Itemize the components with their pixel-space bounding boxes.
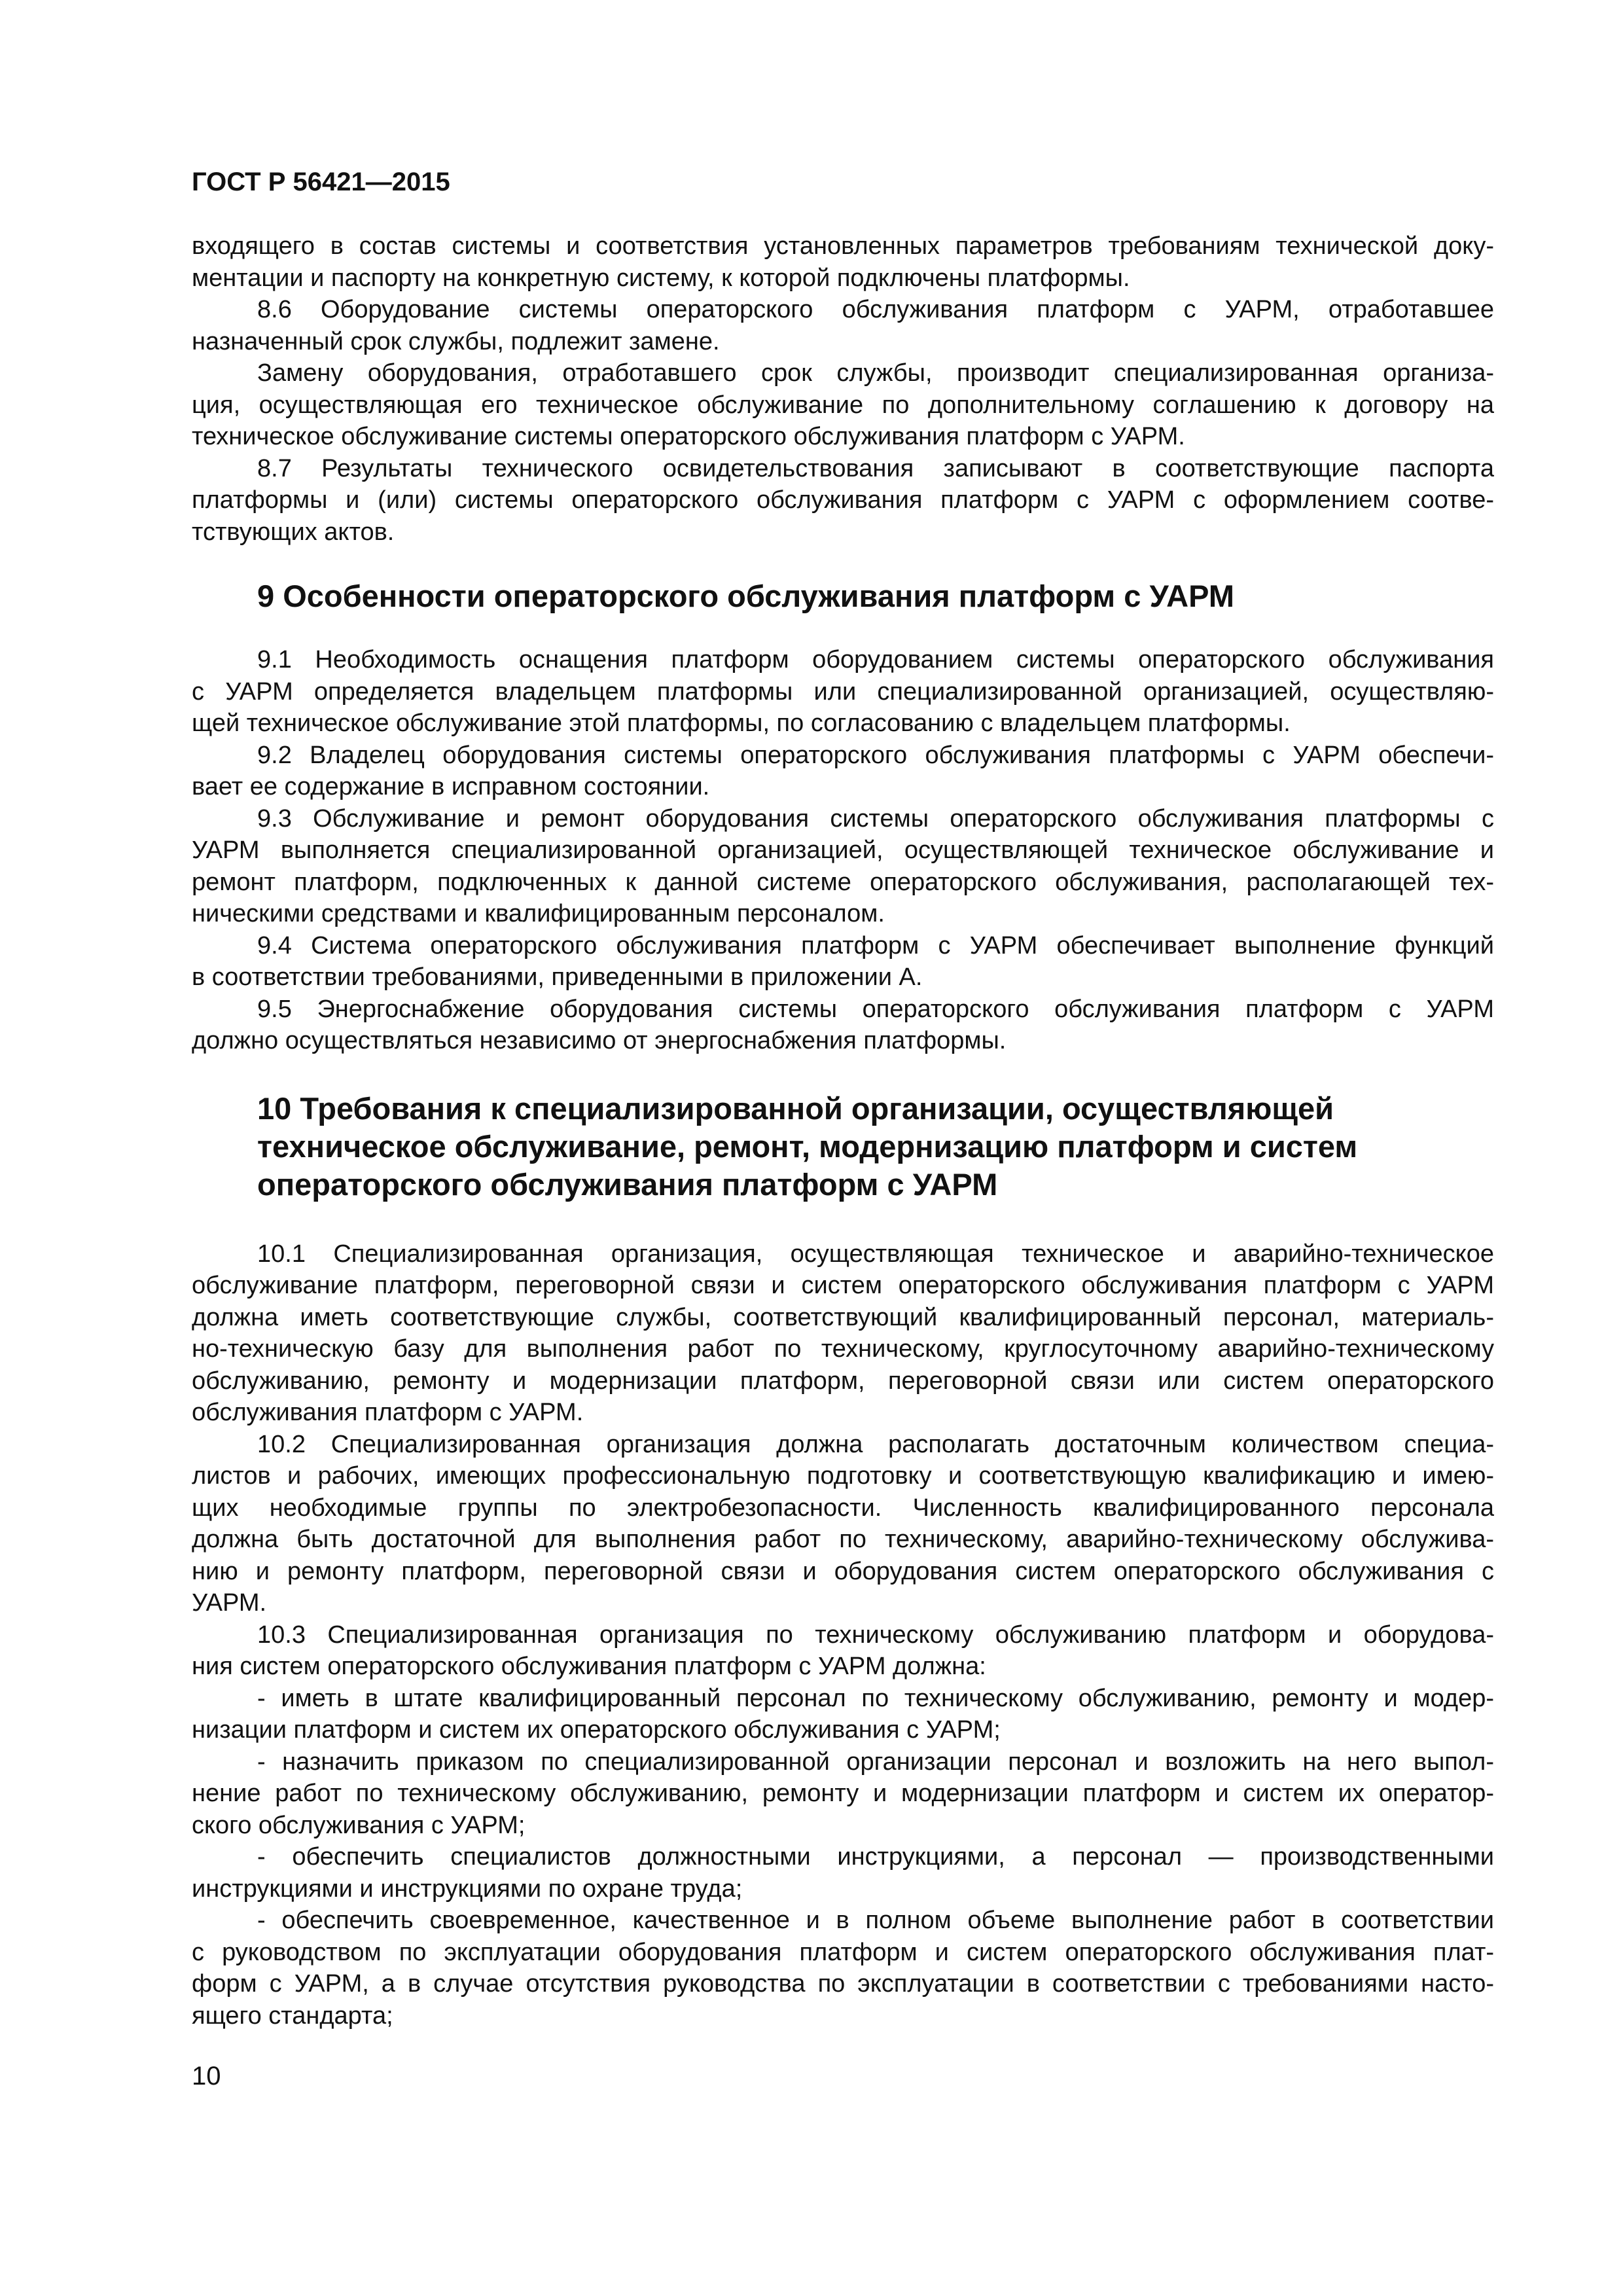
- text-line: 8.7 Результаты технического освидетельствования записывают в соответствующие паспорта: [257, 454, 1494, 482]
- paragraph: [192, 994, 1494, 1057]
- text-line: но-техническую базу для выполнения работ по техническому, круглосуточному аварийно-техническому: [192, 1335, 1494, 1363]
- text-line: нение работ по техническому обслуживанию, ремонту и модернизации платформ и систем их оператор-: [192, 1780, 1494, 1807]
- text-line: в соответствии требованиями, приведенными в приложении А.: [192, 963, 923, 991]
- paragraph: [192, 1238, 1494, 1429]
- section-heading: [192, 577, 1494, 615]
- text-line: УАРМ выполняется специализированной организацией, осуществляющей техническое обслуживание и: [192, 836, 1494, 864]
- paragraph: [192, 357, 1494, 453]
- text-line: 8.6 Оборудование системы операторского обслуживания платформ с УАРМ, отработавшее: [257, 296, 1494, 323]
- text-line: нию и ремонту платформ, переговорной связи и оборудования систем операторского обслуживания с: [192, 1557, 1494, 1585]
- text-line: 9.3 Обслуживание и ремонт оборудования системы операторского обслуживания платформы с: [257, 804, 1494, 833]
- text-line: УАРМ.: [192, 1589, 267, 1617]
- paragraph: [192, 740, 1494, 803]
- text-line: низации платформ и систем их операторского обслуживания с УАРМ;: [192, 1716, 1001, 1744]
- text-line: должна иметь соответствующие службы, соответствующий квалифицированный персонал, материаль-: [192, 1303, 1494, 1331]
- text-line: 10.3 Специализированная организация по техническому обслуживанию платформ и оборудова-: [257, 1621, 1494, 1649]
- text-line: входящего в состав системы и соответствия установленных параметров требованиям технической доку-: [192, 232, 1494, 260]
- paragraph: [192, 230, 1494, 294]
- text-line: Замену оборудования, отработавшего срок службы, производит специализированная организа-: [257, 359, 1494, 387]
- text-line: ского обслуживания с УАРМ;: [192, 1811, 526, 1839]
- text-line: ящего стандарта;: [192, 2001, 393, 2030]
- paragraph: [192, 1619, 1494, 1683]
- paragraph: [192, 1683, 1494, 1746]
- document-header: ГОСТ Р 56421—2015: [192, 168, 450, 196]
- text-line: ментации и паспорту на конкретную систему, к которой подключены платформы.: [192, 264, 1130, 292]
- paragraph: [192, 803, 1494, 930]
- text-line: щей техническое обслуживание этой платформы, по согласованию с владельцем платформы.: [192, 709, 1291, 737]
- text-line: обслуживание платформ, переговорной связи и систем операторского обслуживания платформ с УАРМ: [192, 1272, 1494, 1299]
- text-line: 9 Особенности операторского обслуживания платформ с УАРМ: [257, 579, 1234, 613]
- text-line: с УАРМ определяется владельцем платформы или специализированной организацией, осуществляю-: [192, 677, 1494, 706]
- text-line: форм с УАРМ, а в случае отсутствия руководства по эксплуатации в соответствии с требованиями насто-: [192, 1970, 1494, 1998]
- text-line: обслуживанию, ремонту и модернизации платформ, переговорной связи или систем операторского: [192, 1367, 1494, 1395]
- paragraph: [192, 1746, 1494, 1842]
- text-line: платформы и (или) системы операторского обслуживания платформ с УАРМ с оформлением соотве-: [192, 486, 1494, 514]
- text-line: листов и рабочих, имеющих профессиональную подготовку и соответствующую квалификацию и имею-: [192, 1462, 1494, 1490]
- text-line: 10.2 Специализированная организация должна располагать достаточным количеством специа-: [257, 1430, 1494, 1458]
- text-line: 9.1 Необходимость оснащения платформ оборудованием системы операторского обслуживания: [257, 646, 1494, 673]
- text-line: ническими средствами и квалифицированным персоналом.: [192, 900, 885, 927]
- text-line: ремонт платформ, подключенных к данной системе операторского обслуживания, располагающей тех-: [192, 868, 1494, 896]
- paragraph: [192, 453, 1494, 548]
- section-heading: [192, 1090, 1494, 1204]
- text-line: вает ее содержание в исправном состоянии.: [192, 773, 710, 800]
- text-line: должна быть достаточной для выполнения работ по техническому, аварийно-техническому обслужива-: [192, 1526, 1494, 1553]
- text-line: ция, осуществляющая его техническое обслуживание по дополнительному соглашению к договору на: [192, 391, 1494, 419]
- text-line: инструкциями и инструкциями по охране труда;: [192, 1874, 743, 1903]
- text-line: техническое обслуживание системы операторского обслуживания платформ с УАРМ.: [192, 423, 1185, 450]
- paragraph: [192, 1905, 1494, 2032]
- text-line: назначенный срок службы, подлежит замене.: [192, 327, 720, 355]
- document-body: [192, 230, 1494, 2032]
- text-line: техническое обслуживание, ремонт, модернизацию платформ и систем: [257, 1128, 1358, 1164]
- text-line: 9.5 Энергоснабжение оборудования системы операторского обслуживания платформ с УАРМ: [257, 995, 1494, 1023]
- text-line: щих необходимые группы по электробезопасности. Численность квалифицированного персонала: [192, 1494, 1494, 1522]
- text-line: - обеспечить своевременное, качественное и в полном объеме выполнение работ в соответствии: [257, 1907, 1494, 1934]
- text-line: 10 Требования к специализированной организации, осуществляющей: [257, 1090, 1334, 1126]
- text-line: с руководством по эксплуатации оборудования платформ и систем операторского обслуживания плат-: [192, 1938, 1494, 1966]
- paragraph: [192, 644, 1494, 740]
- paragraph: [192, 1841, 1494, 1905]
- text-line: - обеспечить специалистов должностными инструкциями, а персонал — производственными: [257, 1843, 1494, 1871]
- paragraph: [192, 1429, 1494, 1619]
- text-line: 9.4 Система операторского обслуживания платформ с УАРМ обеспечивает выполнение функций: [257, 931, 1494, 960]
- paragraph: [192, 294, 1494, 357]
- text-line: обслуживания платформ с УАРМ.: [192, 1399, 584, 1426]
- text-line: 9.2 Владелец оборудования системы операторского обслуживания платформы с УАРМ обеспечи-: [257, 741, 1494, 769]
- text-line: - назначить приказом по специализированной организации персонал и возложить на него выпол-: [257, 1748, 1494, 1776]
- text-line: тствующих актов.: [192, 518, 395, 546]
- page-number: 10: [192, 2062, 221, 2090]
- text-line: - иметь в штате квалифицированный персонал по техническому обслуживанию, ремонту и модер-: [257, 1684, 1494, 1712]
- text-line: ния систем операторского обслуживания платформ с УАРМ должна:: [192, 1653, 986, 1680]
- text-line: операторского обслуживания платформ с УАРМ: [257, 1166, 998, 1202]
- paragraph: [192, 930, 1494, 994]
- text-line: 10.1 Специализированная организация, осуществляющая техническое и аварийно-техническое: [257, 1240, 1494, 1268]
- text-line: должно осуществляться независимо от энергоснабжения платформы.: [192, 1027, 1007, 1054]
